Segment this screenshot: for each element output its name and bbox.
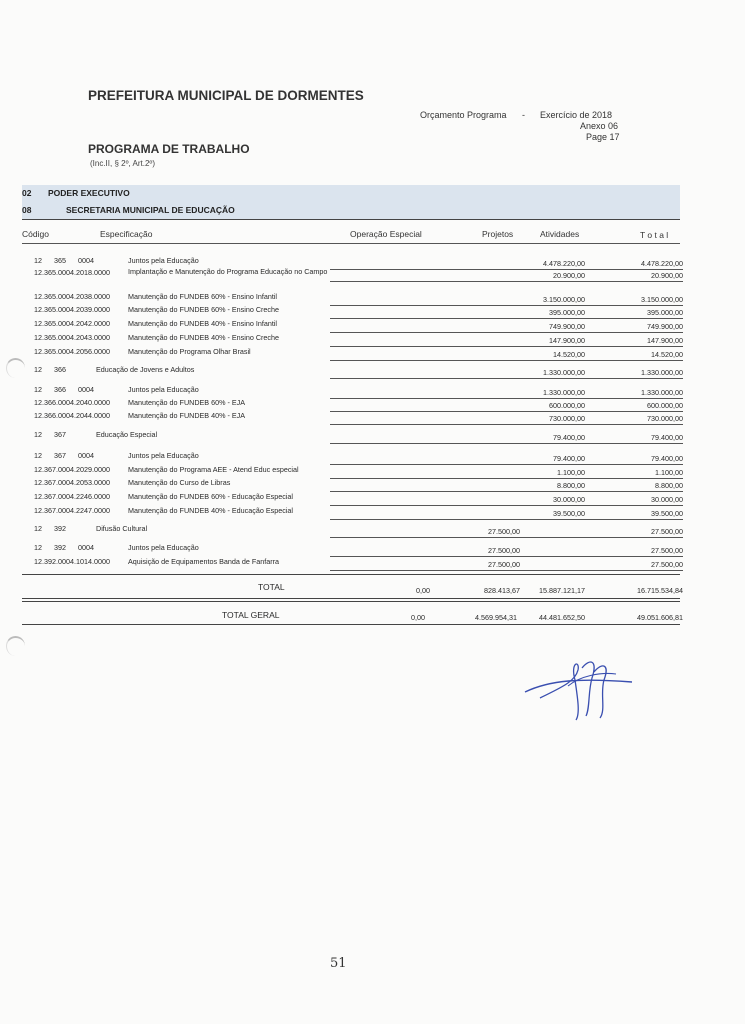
- col-spec: Especificação: [100, 229, 153, 239]
- secretariat-code: 08: [22, 205, 32, 215]
- row-rule: [330, 269, 683, 270]
- row-activities: 395.000,00: [549, 308, 585, 317]
- row-spec: Educação de Jovens e Adultos: [96, 365, 195, 374]
- row-rule: [330, 491, 683, 492]
- col-code: Código: [22, 229, 49, 239]
- row-spec: Manutenção do FUNDEB 40% - Ensino Creche: [128, 333, 280, 342]
- row-code: 12.365.0004.2042.0000: [34, 319, 110, 328]
- row-total: 3.150.000,00: [641, 295, 683, 304]
- row-rule: [330, 318, 683, 319]
- row-spec: Implantação e Manutenção do Programa Educação no Campo: [128, 267, 328, 276]
- col-total: T o t a l: [640, 230, 669, 240]
- row-total: 27.500,00: [651, 527, 683, 536]
- program-title: PROGRAMA DE TRABALHO: [88, 142, 250, 156]
- row-total: 600.000,00: [647, 401, 683, 410]
- row-code: 12.367.0004.2029.0000: [34, 465, 110, 474]
- row-code: 12 392 0004: [34, 543, 94, 552]
- municipality-title: PREFEITURA MUNICIPAL DE DORMENTES: [88, 88, 364, 103]
- row-activities: 749.900,00: [549, 322, 585, 331]
- row-activities: 79.400,00: [553, 454, 585, 463]
- row-spec: Manutenção do FUNDEB 60% - Ensino Creche: [128, 305, 280, 314]
- row-rule: [330, 556, 683, 557]
- row-spec: Manutenção do FUNDEB 40% - Ensino Infantil: [128, 319, 278, 328]
- row-activities: 8.800,00: [557, 481, 585, 490]
- total-activities: 15.887.121,17: [539, 586, 585, 595]
- row-rule: [330, 305, 683, 306]
- row-total: 27.500,00: [651, 546, 683, 555]
- row-total: 730.000,00: [647, 414, 683, 423]
- row-total: 30.000,00: [651, 495, 683, 504]
- row-spec: Aquisição de Equipamentos Banda de Fanfarra: [128, 557, 280, 566]
- row-code: 12.365.0004.2043.0000: [34, 333, 110, 342]
- row-rule: [330, 505, 683, 506]
- row-code: 12.367.0004.2246.0000: [34, 492, 110, 501]
- row-code: 12 367: [34, 430, 66, 439]
- row-total: 4.478.220,00: [641, 259, 683, 268]
- row-code: 12.367.0004.2247.0000: [34, 506, 110, 515]
- row-total: 14.520,00: [651, 350, 683, 359]
- total-rule-2: [22, 601, 680, 602]
- row-code: 12.365.0004.2018.0000: [34, 268, 110, 277]
- row-spec: Manutenção do FUNDEB 40% - Educação Especial: [128, 506, 294, 515]
- row-total: 39.500,00: [651, 509, 683, 518]
- row-spec: Juntos pela Educação: [128, 256, 199, 265]
- total-rule-1: [22, 598, 680, 599]
- total-top-rule: [22, 574, 680, 575]
- total-projects: 828.413,67: [484, 586, 520, 595]
- row-code: 12 367 0004: [34, 451, 94, 460]
- row-rule: [330, 478, 683, 479]
- grand-total-activities: 44.481.652,50: [539, 613, 585, 622]
- power-band: [22, 185, 680, 202]
- row-code: 12.365.0004.2038.0000: [34, 292, 110, 301]
- row-rule: [330, 360, 683, 361]
- page-label: Page 17: [586, 132, 620, 142]
- row-code: 12 365 0004: [34, 256, 94, 265]
- total-special: 0,00: [416, 586, 430, 595]
- row-code: 12.366.0004.2040.0000: [34, 398, 110, 407]
- row-activities: 1.330.000,00: [543, 368, 585, 377]
- legal-reference: (Inc.II, § 2º, Art.2º): [90, 159, 155, 168]
- row-projects: 27.500,00: [488, 546, 520, 555]
- power-code: 02: [22, 188, 32, 198]
- exercise-year: Exercício de 2018: [540, 110, 613, 120]
- row-rule: [330, 281, 683, 282]
- row-total: 20.900,00: [651, 271, 683, 280]
- row-total: 1.330.000,00: [641, 388, 683, 397]
- row-rule: [330, 570, 683, 571]
- row-spec: Manutenção do Programa Olhar Brasil: [128, 347, 251, 356]
- row-rule: [330, 378, 683, 379]
- row-rule: [330, 332, 683, 333]
- grand-total-total: 49.051.606,81: [637, 613, 683, 622]
- row-rule: [330, 464, 683, 465]
- col-special: Operação Especial: [350, 229, 422, 239]
- row-total: 1.330.000,00: [641, 368, 683, 377]
- grand-total-rule: [22, 624, 680, 625]
- row-spec: Educação Especial: [96, 430, 158, 439]
- punch-hole-bottom: [6, 636, 25, 656]
- row-code: 12.365.0004.2039.0000: [34, 305, 110, 314]
- row-spec: Manutenção do FUNDEB 60% - Educação Especial: [128, 492, 294, 501]
- row-spec: Manutenção do Curso de Libras: [128, 478, 231, 487]
- row-spec: Juntos pela Educação: [128, 451, 199, 460]
- total-total: 16.715.534,84: [637, 586, 683, 595]
- row-spec: Juntos pela Educação: [128, 543, 199, 552]
- row-code: 12.365.0004.2056.0000: [34, 347, 110, 356]
- annex-label: Anexo 06: [580, 121, 619, 131]
- row-code: 12 392: [34, 524, 66, 533]
- row-rule: [330, 443, 683, 444]
- row-code: 12.392.0004.1014.0000: [34, 557, 110, 566]
- row-total: 79.400,00: [651, 454, 683, 463]
- row-spec: Manutenção do FUNDEB 60% - EJA: [128, 398, 246, 407]
- row-code: 12.366.0004.2044.0000: [34, 411, 110, 420]
- row-activities: 4.478.220,00: [543, 259, 585, 268]
- row-activities: 1.330.000,00: [543, 388, 585, 397]
- row-rule: [330, 346, 683, 347]
- row-activities: 30.000,00: [553, 495, 585, 504]
- row-spec: Manutenção do FUNDEB 60% - Ensino Infantil: [128, 292, 278, 301]
- row-activities: 1.100,00: [557, 468, 585, 477]
- row-rule: [330, 424, 683, 425]
- col-activities: Atividades: [540, 229, 580, 239]
- punch-hole-top: [6, 358, 25, 378]
- row-total: 8.800,00: [655, 481, 683, 490]
- secretariat-name: SECRETARIA MUNICIPAL DE EDUCAÇÃO: [66, 205, 235, 215]
- row-spec: Juntos pela Educação: [128, 385, 199, 394]
- secretariat-band: [22, 202, 680, 219]
- row-projects: 27.500,00: [488, 527, 520, 536]
- row-activities: 14.520,00: [553, 350, 585, 359]
- row-total: 27.500,00: [651, 560, 683, 569]
- grand-total-projects: 4.569.954,31: [475, 613, 517, 622]
- row-activities: 730.000,00: [549, 414, 585, 423]
- row-spec: Manutenção do FUNDEB 40% - EJA: [128, 411, 246, 420]
- col-projects: Projetos: [482, 229, 514, 239]
- row-code: 12 366 0004: [34, 385, 94, 394]
- row-activities: 20.900,00: [553, 271, 585, 280]
- budget-label: Orçamento Programa: [420, 110, 507, 120]
- row-activities: 3.150.000,00: [543, 295, 585, 304]
- row-total: 79.400,00: [651, 433, 683, 442]
- band-divider: [22, 219, 680, 220]
- row-total: 395.000,00: [647, 308, 683, 317]
- row-activities: 79.400,00: [553, 433, 585, 442]
- row-rule: [330, 411, 683, 412]
- row-rule: [330, 519, 683, 520]
- row-activities: 147.900,00: [549, 336, 585, 345]
- power-name: PODER EXECUTIVO: [48, 188, 130, 198]
- header-separator: -: [522, 110, 525, 120]
- signature: [520, 650, 640, 730]
- row-activities: 600.000,00: [549, 401, 585, 410]
- row-code: 12.367.0004.2053.0000: [34, 478, 110, 487]
- header-divider: [22, 243, 680, 244]
- row-rule: [330, 537, 683, 538]
- page-number: 51: [330, 956, 347, 971]
- row-total: 1.100,00: [655, 468, 683, 477]
- total-label: TOTAL: [258, 582, 285, 592]
- row-code: 12 366: [34, 365, 66, 374]
- row-projects: 27.500,00: [488, 560, 520, 569]
- grand-total-label: TOTAL GERAL: [222, 610, 280, 620]
- row-activities: 39.500,00: [553, 509, 585, 518]
- grand-total-special: 0,00: [411, 613, 425, 622]
- row-total: 749.900,00: [647, 322, 683, 331]
- row-total: 147.900,00: [647, 336, 683, 345]
- row-rule: [330, 398, 683, 399]
- row-spec: Difusão Cultural: [96, 524, 148, 533]
- row-spec: Manutenção do Programa AEE - Atend Educ especial: [128, 465, 299, 474]
